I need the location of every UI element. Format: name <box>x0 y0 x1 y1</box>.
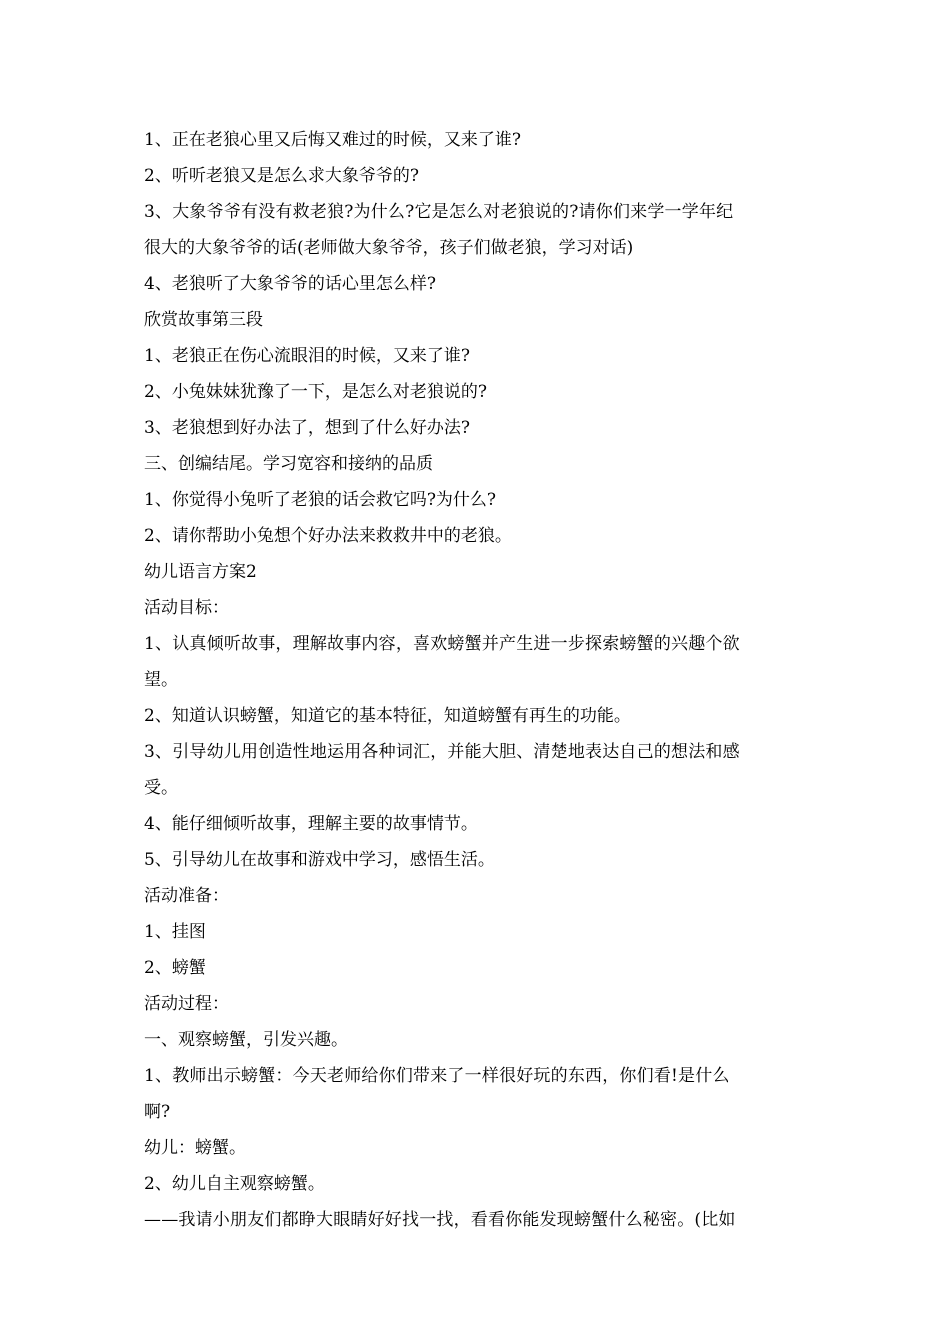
text-line: 3、引导幼儿用创造性地运用各种词汇，并能大胆、清楚地表达自己的想法和感 <box>144 742 740 762</box>
text-line: 2、听听老狼又是怎么求大象爷爷的? <box>144 166 419 186</box>
text-line: 受。 <box>144 778 178 798</box>
section-heading: 活动过程： <box>144 994 229 1014</box>
text-line: 1、你觉得小兔听了老狼的话会救它吗?为什么? <box>144 490 497 510</box>
text-line: 1、认真倾听故事，理解故事内容，喜欢螃蟹并产生进一步探索螃蟹的兴趣个欲 <box>144 634 740 654</box>
text-line: ——我请小朋友们都睁大眼睛好好找一找，看看你能发现螃蟹什么秘密。(比如 <box>144 1210 736 1230</box>
section-heading: 一、观察螃蟹，引发兴趣。 <box>144 1030 348 1050</box>
text-line: 1、正在老狼心里又后悔又难过的时候，又来了谁? <box>144 130 521 150</box>
text-line: 幼儿：螃蟹。 <box>144 1138 246 1158</box>
section-heading: 三、创编结尾。学习宽容和接纳的品质 <box>144 454 433 474</box>
text-line: 2、知道认识螃蟹，知道它的基本特征，知道螃蟹有再生的功能。 <box>144 706 631 726</box>
text-line: 2、螃蟹 <box>144 958 206 978</box>
text-line: 5、引导幼儿在故事和游戏中学习，感悟生活。 <box>144 850 495 870</box>
text-line: 1、老狼正在伤心流眼泪的时候，又来了谁? <box>144 346 470 366</box>
section-heading: 活动准备： <box>144 886 229 906</box>
section-heading: 欣赏故事第三段 <box>144 310 263 330</box>
text-line: 2、请你帮助小兔想个好办法来救救井中的老狼。 <box>144 526 512 546</box>
text-line: 4、老狼听了大象爷爷的话心里怎么样? <box>144 274 436 294</box>
text-line: 3、老狼想到好办法了，想到了什么好办法? <box>144 418 470 438</box>
text-line: 很大的大象爷爷的话(老师做大象爷爷，孩子们做老狼，学习对话) <box>144 238 634 258</box>
section-heading: 活动目标： <box>144 598 229 618</box>
text-line: 2、小兔妹妹犹豫了一下，是怎么对老狼说的? <box>144 382 487 402</box>
text-line: 2、幼儿自主观察螃蟹。 <box>144 1174 325 1194</box>
text-line: 啊? <box>144 1102 171 1122</box>
document-body <box>144 122 812 1238</box>
text-line: 1、挂图 <box>144 922 206 942</box>
document-title: 幼儿语言方案2 <box>144 562 257 582</box>
text-line: 4、能仔细倾听故事，理解主要的故事情节。 <box>144 814 478 834</box>
text-line: 3、大象爷爷有没有救老狼?为什么?它是怎么对老狼说的?请你们来学一学年纪 <box>144 202 734 222</box>
text-line: 1、教师出示螃蟹：今天老师给你们带来了一样很好玩的东西，你们看!是什么 <box>144 1066 730 1086</box>
text-line: 望。 <box>144 670 178 690</box>
